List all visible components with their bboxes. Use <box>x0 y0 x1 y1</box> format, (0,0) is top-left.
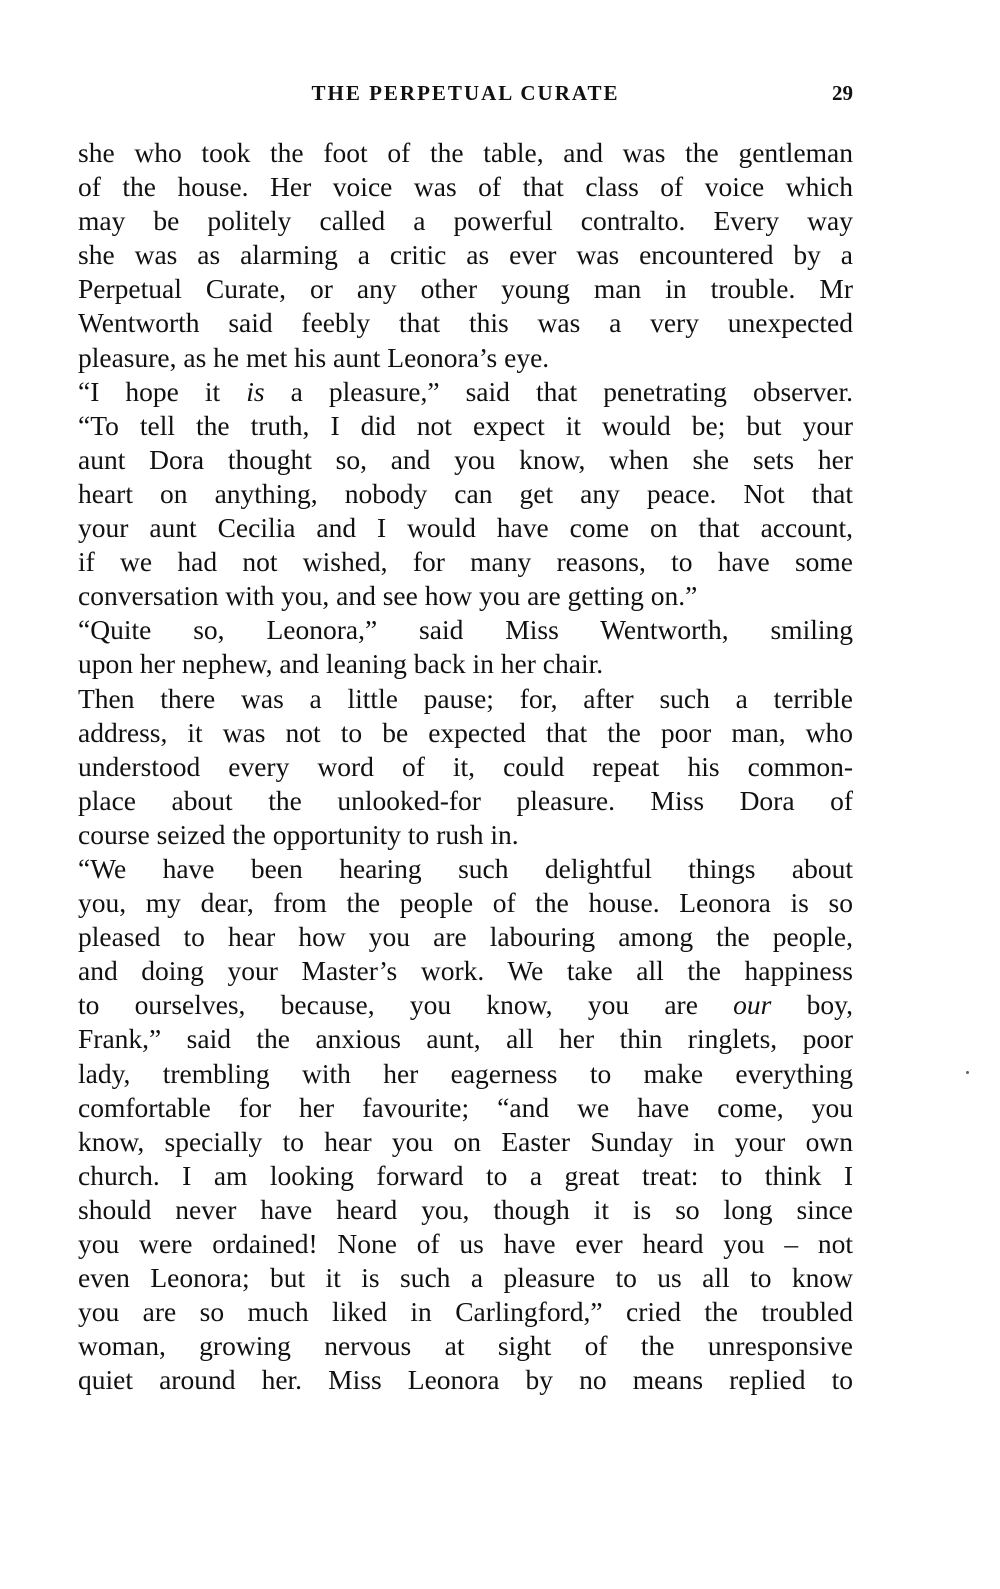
page-number: 29 <box>832 81 853 105</box>
text-run: church. I am looking forward to a great treat: to think I <box>78 1159 853 1191</box>
text-run: “Quite so, Leonora,” said Miss Wentworth, smiling <box>78 614 853 646</box>
text-run: if we had not wished, for many reasons, to have some <box>78 546 853 578</box>
text-line <box>78 170 853 204</box>
stray-print-mark <box>966 1071 969 1074</box>
text-run: of the house. Her voice was of that class of voice which <box>78 171 853 203</box>
text-run: even Leonora; but it is such a pleasure to us all to know <box>78 1262 853 1294</box>
text-line <box>78 477 853 511</box>
text-line <box>78 1159 853 1193</box>
text-line <box>78 579 853 613</box>
text-run: to ourselves, because, you know, you are <box>78 989 734 1021</box>
text-run: conversation with you, and see how you are getting on.” <box>78 580 698 612</box>
text-run: Frank,” said the anxious aunt, all her thin ringlets, poor <box>78 1023 853 1055</box>
text-run: quiet around her. Miss Leonora by no means replied to <box>78 1364 853 1396</box>
text-line <box>78 750 853 784</box>
text-line <box>78 1091 853 1125</box>
text-line <box>78 818 853 852</box>
text-line <box>78 1022 853 1056</box>
text-line <box>78 272 853 306</box>
text-line <box>78 375 853 409</box>
text-line <box>78 920 853 954</box>
text-run: you were ordained! None of us have ever heard you – not <box>78 1228 853 1259</box>
text-line <box>78 682 853 716</box>
text-line <box>78 852 853 886</box>
text-run: Wentworth said feebly that this was a very unexpected <box>78 307 853 339</box>
text-run: and doing your Master’s work. We take all the happiness <box>78 955 853 987</box>
text-line <box>78 1329 853 1363</box>
text-line <box>78 545 853 579</box>
text-line <box>78 306 853 340</box>
text-line <box>78 204 853 238</box>
text-run: you are so much liked in Carlingford,” cried the troubled <box>78 1296 853 1328</box>
italic-emphasis: is <box>246 375 265 407</box>
text-run: Perpetual Curate, or any other young man in trouble. Mr <box>78 273 853 305</box>
text-line <box>78 409 853 443</box>
text-run: she who took the foot of the table, and was the gentleman <box>78 137 853 168</box>
text-line <box>78 647 853 681</box>
text-run: comfortable for her favourite; “and we have come, you <box>78 1091 853 1123</box>
text-line <box>78 511 853 545</box>
text-run: address, it was not to be expected that the poor man, who <box>78 716 853 748</box>
text-run: should never have heard you, though it is so long since <box>78 1193 853 1225</box>
text-run: upon her nephew, and leaning back in her chair. <box>78 648 604 680</box>
text-run: heart on anything, nobody can get any peace. Not that <box>78 477 853 509</box>
running-title: THE PERPETUAL CURATE <box>311 81 620 105</box>
text-run: pleased to hear how you are labouring among the people, <box>78 921 853 953</box>
text-run: place about the unlooked-for pleasure. Miss Dora of <box>78 784 853 816</box>
text-run: “We have been hearing such delightful things about <box>78 852 853 884</box>
text-line <box>78 716 853 750</box>
text-run: your aunt Cecilia and I would have come on that account, <box>78 512 853 544</box>
text-line <box>78 988 853 1022</box>
text-line <box>78 784 853 818</box>
text-line <box>78 341 853 375</box>
text-line <box>78 886 853 920</box>
text-line <box>78 1227 853 1261</box>
text-line <box>78 1057 853 1091</box>
text-line <box>78 954 853 988</box>
text-run: you, my dear, from the people of the house. Leonora is so <box>78 887 853 919</box>
text-line <box>78 443 853 477</box>
body-text <box>78 136 853 1397</box>
text-line <box>78 1125 853 1159</box>
text-line <box>78 1363 853 1397</box>
text-line <box>78 1193 853 1227</box>
text-run: may be politely called a powerful contralto. Every way <box>78 205 853 237</box>
text-run: a pleasure,” said that penetrating observer. <box>264 375 853 407</box>
text-line <box>78 1295 853 1329</box>
text-run: course seized the opportunity to rush in. <box>78 818 519 850</box>
text-run: pleasure, as he met his aunt Leonora’s eye. <box>78 341 550 373</box>
text-line <box>78 613 853 647</box>
running-header <box>78 78 853 108</box>
text-run: boy, <box>771 989 853 1021</box>
italic-emphasis: our <box>733 989 772 1021</box>
text-run: aunt Dora thought so, and you know, when she sets her <box>78 443 853 475</box>
text-run: understood every word of it, could repeat his common- <box>78 750 853 782</box>
text-run: woman, growing nervous at sight of the unresponsive <box>78 1330 853 1362</box>
text-line <box>78 238 853 272</box>
text-run: Then there was a little pause; for, after such a terrible <box>78 682 853 714</box>
text-line <box>78 1261 853 1295</box>
text-line <box>78 136 853 170</box>
text-run: “I hope it <box>78 375 247 407</box>
text-run: know, specially to hear you on Easter Sunday in your own <box>78 1125 853 1157</box>
text-run: “To tell the truth, I did not expect it would be; but your <box>78 409 853 441</box>
text-run: lady, trembling with her eagerness to make everything <box>78 1057 853 1089</box>
text-run: she was as alarming a critic as ever was encountered by a <box>78 239 853 271</box>
